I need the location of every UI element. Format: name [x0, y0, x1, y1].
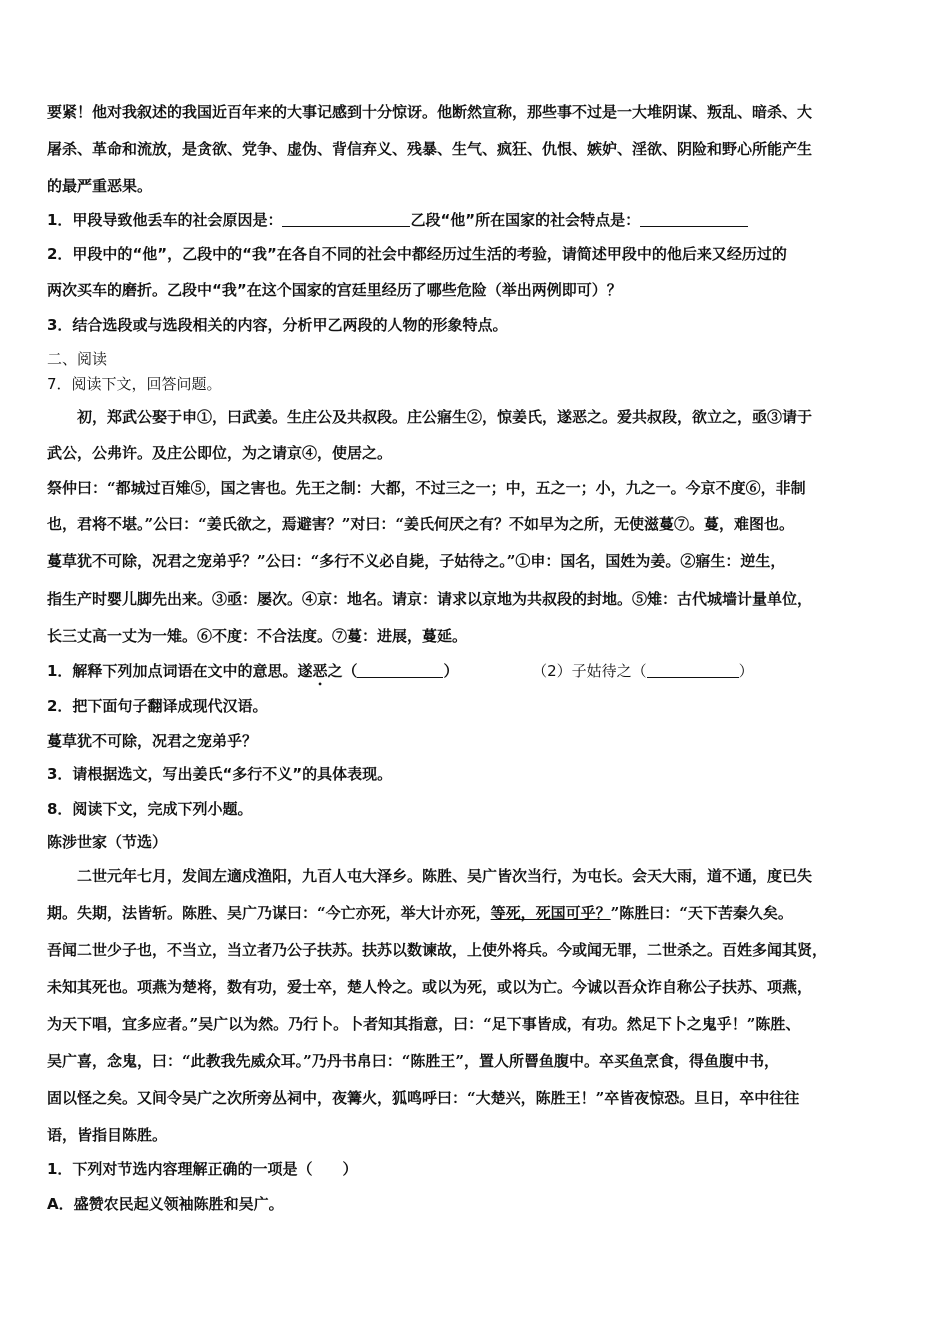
dotted-word: 恶	[312, 662, 328, 680]
underlined-sentence: 等死，死国可乎？	[490, 904, 611, 922]
answer-blank[interactable]	[282, 212, 410, 227]
answer-blank[interactable]	[647, 663, 739, 678]
answer-blank[interactable]	[357, 663, 443, 678]
answer-blank[interactable]	[640, 212, 748, 227]
